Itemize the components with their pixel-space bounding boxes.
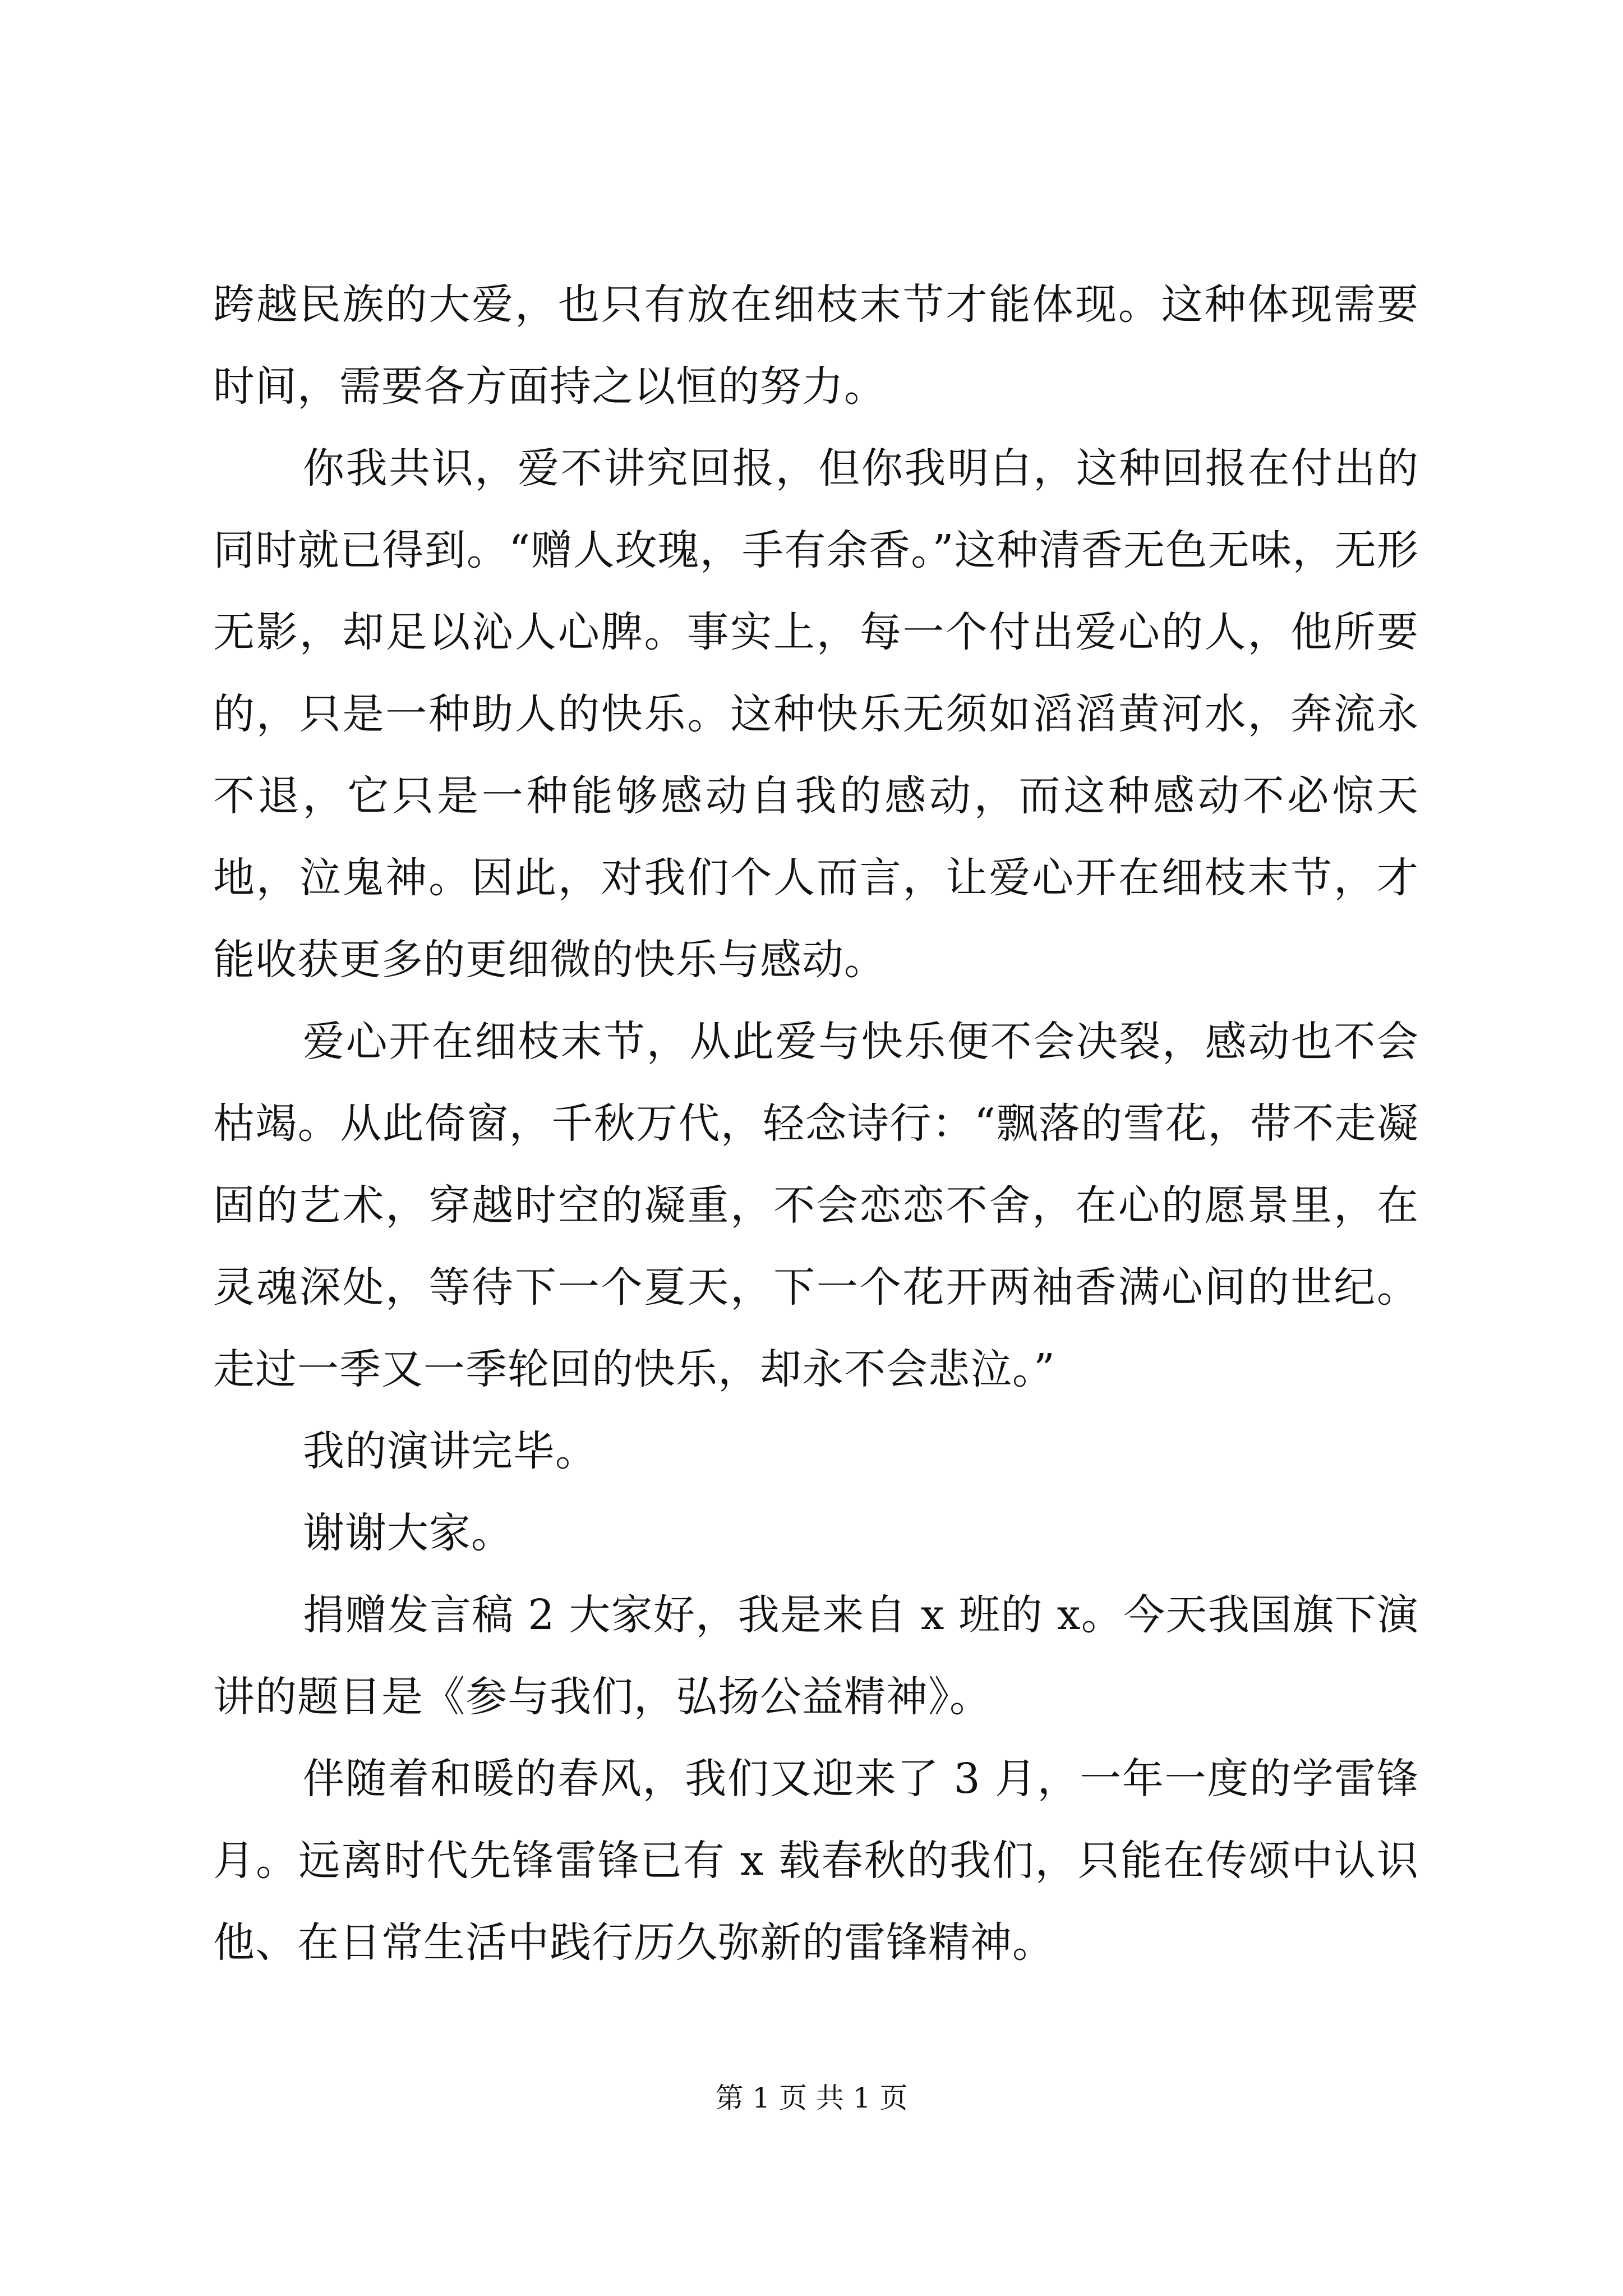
paragraph-speech-2-intro: 捐赠发言稿 2 大家好，我是来自 x 班的 x。今天我国旗下演讲的题目是《参与我们，弘扬公益精神》。	[213, 1591, 1419, 1721]
paragraph-thanks: 谢谢大家。	[303, 1509, 513, 1557]
paragraph-lei-feng: 伴随着和暖的春风，我们又迎来了 3 月，一年一度的学雷锋月。远离时代先锋雷锋已有 x 载春秋的我们，只能在传颂中认识他、在日常生活中践行历久弥新的雷锋精神。	[213, 1755, 1419, 1967]
paragraph-continuation: 跨越民族的大爱，也只有放在细枝末节才能体现。这种体现需要时间，需要各方面持之以恒的努力。	[213, 280, 1419, 411]
paragraph-closing: 我的演讲完毕。	[303, 1427, 597, 1475]
page-number-footer: 第 1 页 共 1 页	[715, 2082, 908, 2114]
document-body	[213, 264, 1419, 1984]
paragraph-poem: 爱心开在细枝末节，从此爱与快乐便不会决裂，感动也不会枯竭。从此倚窗，千秋万代，轻念诗行：“飘落的雪花，带不走凝固的艺术，穿越时空的凝重，不会恋恋不舍，在心的愿景里，在灵魂深处，等待下一个夏天，下一个花开两袖香满心间的世纪。走过一季又一季轮回的快乐，却永不会悲泣。”	[213, 1018, 1419, 1393]
paragraph-reward: 你我共识，爱不讲究回报，但你我明白，这种回报在付出的同时就已得到。“赠人玫瑰，手有余香。”这种清香无色无味，无形无影，却足以沁人心脾。事实上，每一个付出爱心的人，他所要的，只是一种助人的快乐。这种快乐无须如滔滔黄河水，奔流永不退，它只是一种能够感动自我的感动，而这种感动不必惊天地，泣鬼神。因此，对我们个人而言，让爱心开在细枝末节，才能收获更多的更细微的快乐与感动。	[213, 444, 1419, 984]
